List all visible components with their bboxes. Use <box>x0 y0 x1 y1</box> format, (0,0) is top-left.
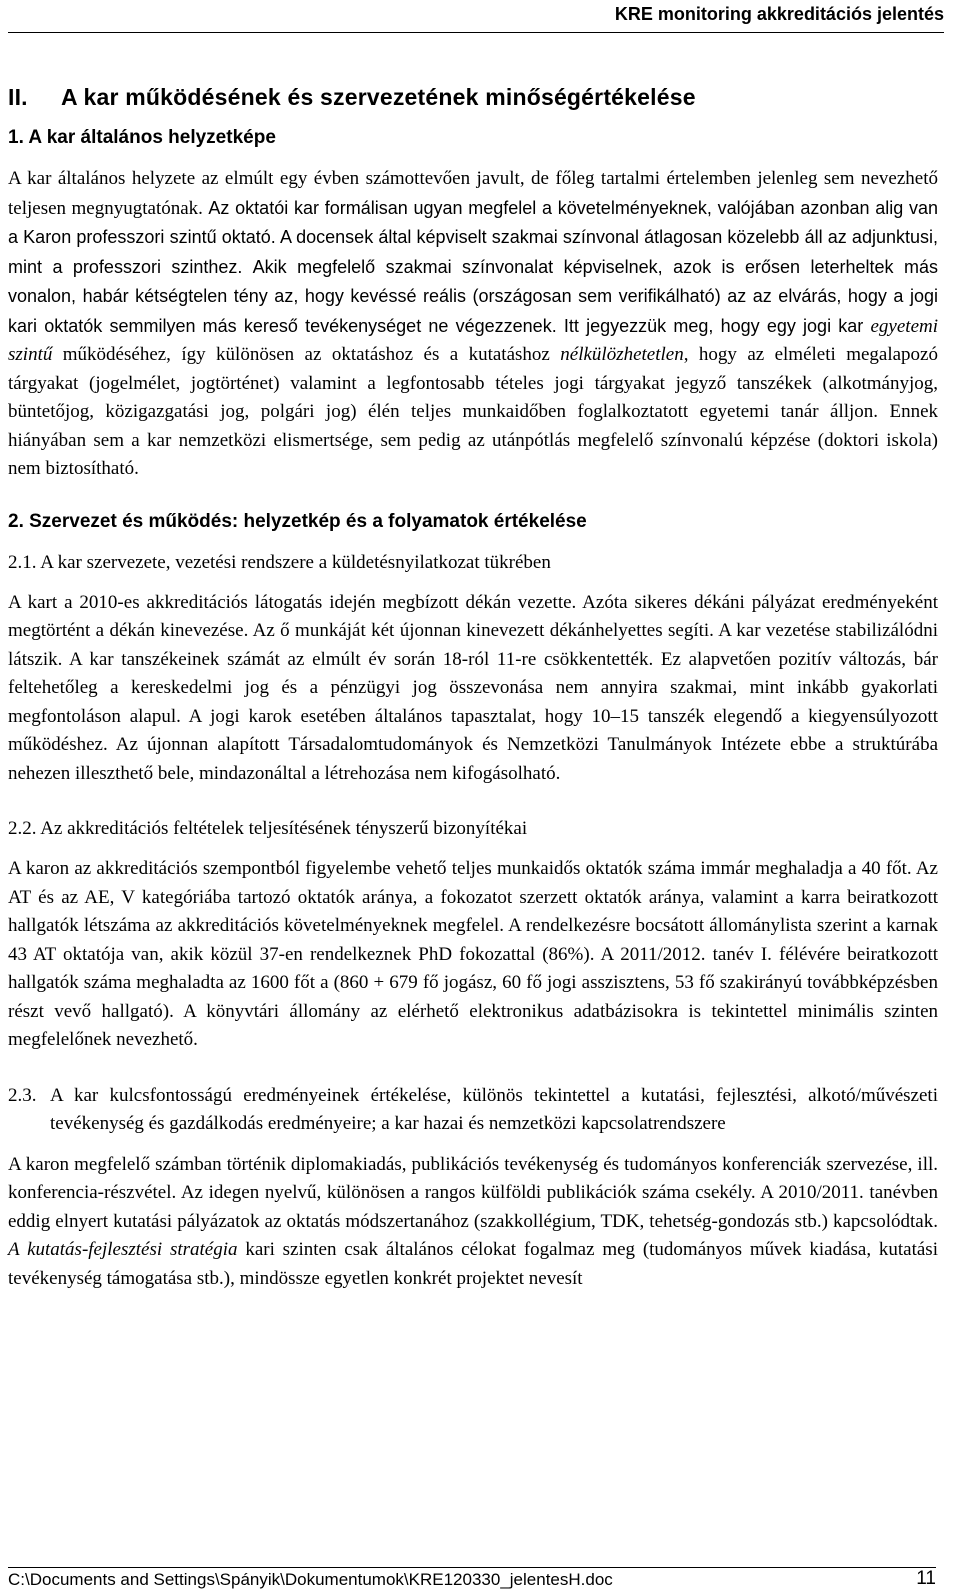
page-number: 11 <box>916 1568 936 1589</box>
heading-2-3 <box>8 1082 938 1139</box>
section-number: II. <box>8 84 28 110</box>
paragraph-1-sentence-c: Akik megfelelő szakmai színvonalat képviselnek, azok is erősen leterheltek más vonalon, habár kétségtelen tény az, hogy kevéssé reális (országosan sem verifikálható) az az elvárás, hogy a jogi kari oktatók semmilyen más kereső tevékenységet ne végezzenek. Itt jegyezzük meg, hogy egy jogi kar <box>8 256 938 336</box>
section-heading <box>8 84 938 111</box>
paragraph-1 <box>8 165 938 484</box>
heading-2-3-title: A kar kulcsfontosságú eredményeinek értékelése, különös tekintettel a kutatási, fejlesztési, alkotó/művészeti tevékenység és gazdálkodás eredményeire; a kar hazai és nemzetközi kapcsolatrendszere <box>50 1084 938 1134</box>
paragraph-2-3 <box>8 1151 938 1294</box>
paragraph-1-sentence-c2: működéséhez, így különösen az oktatáshoz és a kutatáshoz <box>52 344 561 365</box>
heading-2-1: 2.1. A kar szervezete, vezetési rendszere a küldetésnyilatkozat tükrében <box>8 551 551 573</box>
footer-rule <box>8 1567 936 1568</box>
paragraph-2-3-part-a: A karon megfelelő számban történik diplomakiadás, publikációs tevékenység és tudományos konferenciák szervezése, ill. konferencia-részvétel. Az idegen nyelvű, különösen a rangos külföldi publikációk száma csekély. A 2010/2011. tanévben eddig elnyert kutatási pályázatok az oktatás módszertanához (szakkollégium, TDK, tehetség-gondozás stb.) kapcsolódtak. <box>8 1153 938 1232</box>
heading-2: 2. Szervezet és működés: helyzetkép és a folyamatok értékelése <box>8 510 587 532</box>
footer-file-path: C:\Documents and Settings\Spányik\Dokumentumok\KRE120330_jelentesH.doc <box>8 1570 613 1589</box>
heading-2-2: 2.2. Az akkreditációs feltételek teljesítésének tényszerű bizonyítékai <box>8 818 528 839</box>
paragraph-2-1: A kart a 2010-es akkreditációs látogatás idején megbízott dékán vezette. Azóta sikeres dékáni pályázat eredményeként megtörtént a dékán kinevezése. Az ő munkáját két újonnan kinevezett dékánhelyettes segíti. A kar vezetése stabilizálódni látszik. A kar tanszékeinek számát az elmúlt év során 18-ról 11-re csökkentették. Ez alapvetően pozitív változás, bár feltehetőleg a kereskedelmi jog és a pénzügyi jog összevonása nem annyira szakmai, mint inkább gyakorlati megfontoláson alapul. A jogi karok esetében általános tapasztalat, hogy 10–15 tanszék elegendő a kiegyensúlyozott működéshez. Az újonnan alapított Társadalomtudományok és Nemzetközi Tanulmányok Intézete ebbe a struktúrába nehezen illeszthető bele, mindazonáltal a létrehozása nem kifogásolható. <box>8 591 938 784</box>
section-title: A kar működésének és szervezetének minőségértékelése <box>61 84 696 110</box>
emphasis-strategia: A kutatás-fejlesztési stratégia <box>8 1239 238 1260</box>
heading-2-3-number: 2.3. <box>8 1084 37 1106</box>
header-rule <box>8 32 944 33</box>
paragraph-1-sentence-a: A kar általános helyzete az elmúlt egy évben számottevően javult, de főleg tartalmi értelemben jelenleg sem nevezhető teljesen megnyugtatónak. <box>8 168 938 219</box>
paragraph-1-sentence-b: Az oktatói kar formálisan ugyan megfelel a követelményeknek, valójában azonban alig van a Karon professzori szintű oktató. A docensek által képviselt szakmai színvonal átlagosan közelebb áll az adjunktusi, mint a professzori szinthez. <box>8 197 939 277</box>
paragraph-2-2: A karon az akkreditációs szempontból figyelembe vehető teljes munkaidős oktatók száma immár meghaladja a 40 főt. Az AT és az AE, V kategóriába tartozó oktatók aránya, a fokozatot szerzett oktatók aránya, valamint a karra beiratkozott hallgatók létszáma az akkreditációs követelményeknek megfelel. A rendelkezésre bocsátott állománylista szerint a karnak 43 AT oktatója van, akik közül 37-en rendelkeznek PhD fokozattal (86%). A 2011/2012. tanév I. félévére beiratkozott hallgatók száma meghaladta az 1600 főt a (860 + 679 fő jogász, 60 fő jogi asszisztens, 53 fő szakirányú továbbképzésben részt vevő hallgató). A könyvtári állomány az elérhető elektronikus adatbázisokra is tekintettel minimális szinten megfelelőnek nevezhető. <box>8 858 938 1050</box>
paragraph-1-sentence-c3: , hogy az elméleti megalapozó tárgyakat (jogelmélet, jogtörténet) valamint a legfontosabb tételes jogi tárgyakat jegyző tanszékek (alkotmányjog, büntetőjog, közigazgatási jog, polgári jog) élén teljes munkaidőben foglalkoztatott egyetemi tanár álljon. Ennek hiányában sem a kar nemzetközi elismertsége, sem pedig az utánpótlás megfelelő színvonalú képzése (doktori iskola) nem biztosítható. <box>8 344 938 479</box>
page-body <box>8 84 938 1293</box>
emphasis-egyetemi-szintu: egyetemi szintű <box>8 315 938 365</box>
running-header: KRE monitoring akkreditációs jelentés <box>614 4 944 24</box>
emphasis-nelkulozhetetlen: nélkülözhetetlen <box>560 344 684 365</box>
heading-1: 1. A kar általános helyzetképe <box>8 127 276 148</box>
paragraph-2-3-part-b: kari szinten csak általános célokat fogalmaz meg (tudományos művek kiadása, kutatási tevékenység támogatása stb.), mindössze egyetlen konkrét projektet nevesít <box>8 1239 938 1289</box>
